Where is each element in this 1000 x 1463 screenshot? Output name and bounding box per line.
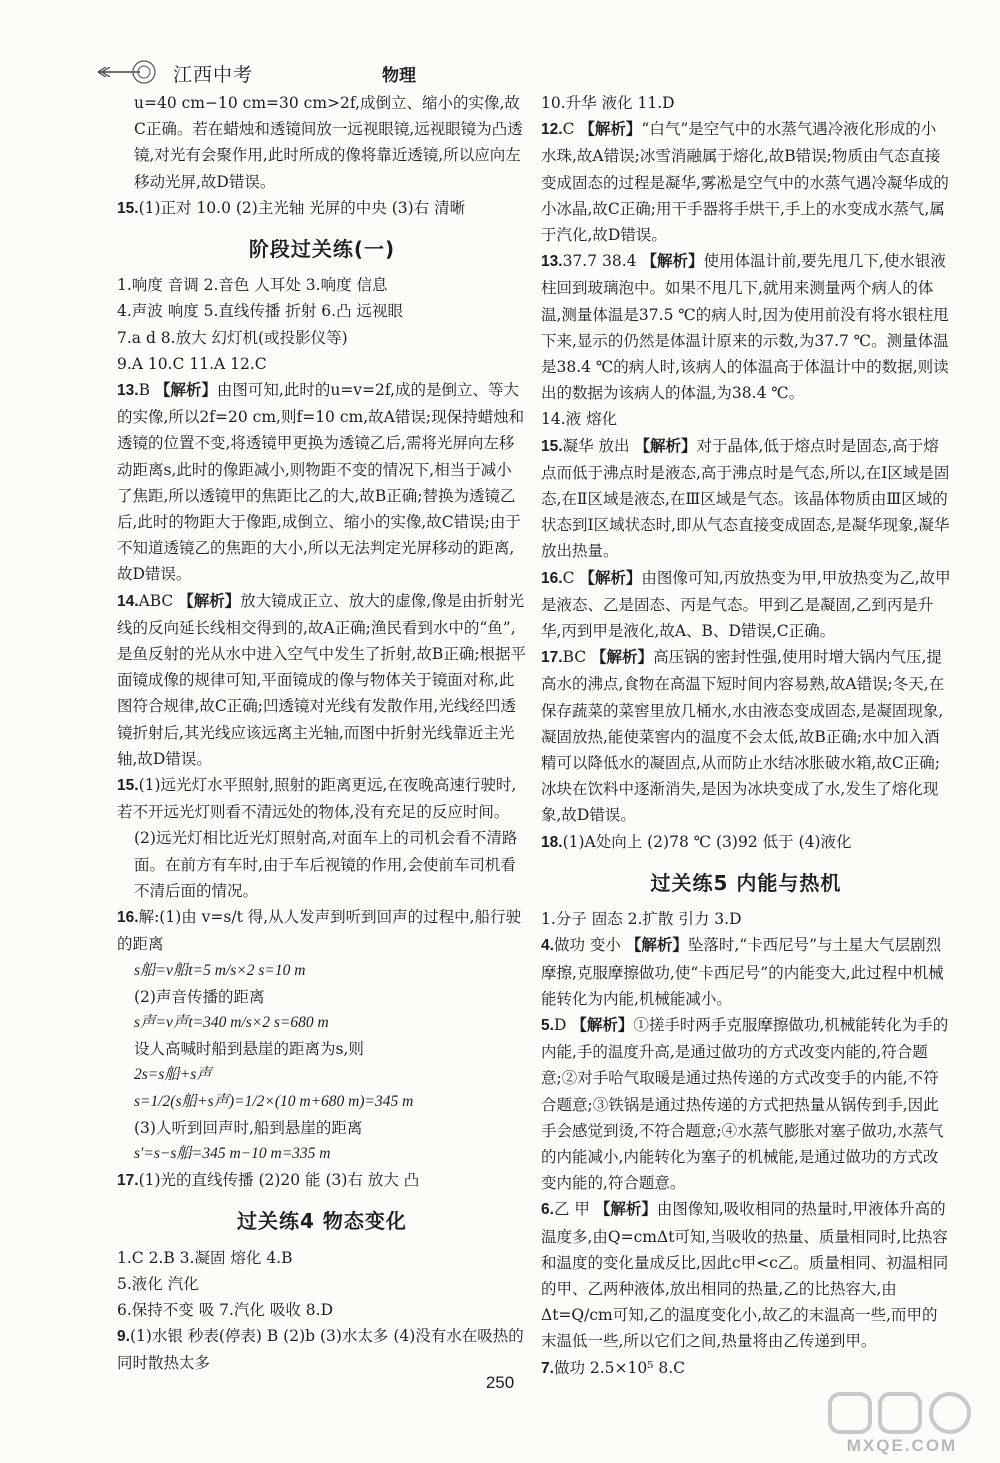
answer-line: 14.液 熔化 [541,410,618,429]
answer-4 [541,932,951,1012]
answer-17 [117,1167,527,1194]
analysis-text: 使用体温计前,要先甩几下,使水银液柱回到玻璃泡中。如果不甩几下,就用来测量两个病人的体温,测量体温是37.5 ℃的病人时,因为使用前没有将水银柱甩下来,显示的仍然是体温计原来的示数,为37.7 ℃。测量体温是38.4 ℃的病人时,该病人的体温高于体温计中的数据,则读出的数据为该病人的体温,为38.4 ℃。 [541,252,949,403]
answer-text: (1)正对 10.0 (2)主光轴 光屏的中央 (3)右 清晰 [138,198,466,217]
answer-choice: C [562,120,575,139]
answer-line: 7.a d 8.放大 幻灯机(或投影仪等) [117,328,348,347]
answer-16 [541,565,951,645]
question-number: 12. [541,121,563,139]
answer-13 [117,377,527,588]
answer-text: (3)人听到回声时,船到悬崖的距离 [134,1118,363,1137]
answer-text: (1)水银 秒表(停表) B (2)b (3)水太多 (4)没有水在吸热的同时散热太多 [117,1327,524,1373]
question-number: 9. [117,1328,130,1346]
analysis-text: 由图可知,此时的u=v=2f,成的是倒立、等大的实像,所以2f=20 cm,则f=10 cm,故A错误;现保持蜡烛和透镜的位置不变,将透镜甲更换为透镜乙后,需将光屏向左移动距离s,此时的像距减小,则物距不变的情况下,相当于减小了焦距,所以透镜甲的焦距比乙的大,故B正确;替换为透镜乙后,此时的物距大于像距,成倒立、缩小的实像,故C错误;由于不知道透镜乙的焦距的大小,所以无法判定光屏移动的距离,故D错误。 [117,381,525,584]
question-number: 15. [117,199,139,217]
answer-15b [117,772,527,825]
analysis-tag: 【解析】 [579,120,642,139]
answer-15 [117,195,527,222]
question-number: 15. [541,437,563,455]
answer-17 [541,644,951,828]
question-number: 14. [117,592,139,610]
formula-line: s船=v船t=5 m/s×2 s=10 m [134,961,306,979]
watermark-text: MXQE.COM [846,1436,958,1455]
question-number: 13. [117,382,139,400]
answer-line: 10.升华 液化 11.D [541,94,675,112]
answer-text: (2)声音传播的距离 [134,987,265,1006]
question-number: 17. [117,1172,139,1190]
answer-line: 4.声波 响度 5.直线传播 折射 6.凸 远视眼 [117,302,404,321]
answer-line: 5.液化 汽化 [117,1274,199,1293]
question-number: 18. [541,833,563,851]
formula-line: s声=v声t=340 m/s×2 s=680 m [134,1013,329,1031]
answer-line: 1.响度 音调 2.音色 人耳处 3.响度 信息 [117,276,388,295]
analysis-text: 放大镜成正立、放大的虚像,像是由折射光线的反向延长线相交得到的,故A正确;渔民看到水中的“鱼”,是鱼反射的光从水中进入空气中发生了折射,故B正确;根据平面镜成像的规律可知,平面镜成的像与物体关于镜面对称,此图符合规律,故C正确;凹透镜对光线有发散作用,光线经凹透镜折射后,其光线应该远离主光轴,而图中折射光线靠近主光轴,故D错误。 [117,591,527,768]
answer-9 [117,1323,527,1376]
formula-line: s=1/2(s船+s声)=1/2×(10 m+680 m)=345 m [134,1092,414,1110]
answer-circle-logo-icon [812,1388,992,1438]
answer-15 [541,433,951,565]
right-column [541,90,951,1382]
question-number: 4. [541,937,554,955]
analysis-text: 对于晶体,低于熔点时是固态,高于熔点而低于沸点时是液态,高于沸点时是气态,所以,在Ⅰ区域是固态,在Ⅱ区域是液态,在Ⅲ区域是气态。该晶体物质由Ⅲ区域的状态到Ⅰ区域状态时,即从气态直接变成固态,是凝华现象,凝华放出热量。 [541,436,950,561]
section-title: 阶段过关练(一) [248,237,396,262]
cont-answer: u=40 cm−10 cm=30 cm>2f,成倒立、缩小的实像,故C正确。若在蜡烛和透镜间放一远视眼镜,远视眼镜为凸透镜,对光有会聚作用,此时所成的像将靠近透镜,所以应向左移动光屏,故D错误。 [134,94,523,191]
answer-text: (1)光的直线传播 (2)20 能 (3)右 放大 凸 [138,1171,420,1190]
analysis-text: 由图像知,吸收相同的热量时,甲液体升高的温度多,由Q=cmΔt可知,当吸收的热量、质量相同时,比热容和温度的变化量成反比,因此c甲<c乙。质量相同、初温相同的甲、乙两种液体,放出相同的热量,乙的比热容大,由Δt=Q/cm可知,乙的温度变化小,故乙的末温高一些,而甲的末温低一些,所以它们之间,热量将由乙传递到甲。 [541,1200,949,1351]
page-number: 250 [485,1373,515,1392]
answer-choice: BC [562,648,587,667]
answer-text: 解:(1)由 v=s/t 得,从人发声到听到回声的过程中,船行驶的距离 [117,908,522,954]
answer-choice: C [562,568,575,587]
answer-choice: 37.7 38.4 [562,252,637,271]
answer-line: 1.分子 固态 2.扩散 引力 3.D [541,910,742,929]
answer-choice: B [138,381,150,400]
answer-16 [117,904,527,957]
analysis-text: ①搓手时两手克服摩擦做功,机械能转化为手的内能,手的温度升高,是通过做功的方式改变内能的,符合题意;②对手哈气取暖是通过热传递的方式改变手的内能,不符合题意;③铁锅是通过热传递的方式把热量从锅传到手,因此手会感觉到烫,不符合题意;④水蒸气膨胀对塞子做功,水蒸气的内能减小,内能转化为塞子的机械能,是通过做功的方式改变内能的,符合题意。 [541,1015,949,1193]
section-title: 过关练5 内能与热机 [650,870,842,895]
analysis-tag: 【解析】 [571,1015,634,1034]
page-header [0,0,1000,96]
analysis-tag: 【解析】 [579,568,642,587]
analysis-tag: 【解析】 [591,648,654,667]
formula-line: s′=s−s船=345 m−10 m=335 m [134,1144,331,1162]
analysis-text: 高压锅的密封性强,使用时增大锅内气压,提高水的沸点,食物在高温下短时间内容易熟,故A错误;冬天,在保存蔬菜的菜窖里放几桶水,水由液态变成固态,是凝固现象,凝固放热,能使菜窖内的温度不会太低,故B正确;水中加入酒精可以降低水的凝固点,从而防止水结冰胀破水箱,故C正确;冰块在饮料中逐渐消失,是因为冰块变成了水,发生了熔化现象,故D错误。 [541,648,945,825]
answer-text: 做功 2.5×10⁵ 8.C [553,1358,686,1377]
answer-choice: 乙 甲 [553,1200,590,1219]
arrow-ornament-icon [96,58,158,86]
section-title: 过关练4 物态变化 [237,1209,407,1234]
answer-choice: 做功 变小 [553,936,621,955]
answer-text: (1)远光灯水平照射,照射的距离更远,在夜晚高速行驶时,若不开远光灯则看不清远处的物体,没有充足的反应时间。 [117,776,517,822]
answer-14 [117,588,527,772]
question-number: 6. [541,1201,554,1219]
answer-text: (1)A处向上 (2)78 ℃ (3)92 低于 (4)液化 [562,832,852,851]
answer-line: 9.A 10.C 11.A 12.C [117,354,267,373]
question-number: 17. [541,649,563,667]
analysis-tag: 【解析】 [178,591,241,610]
answer-6 [541,1196,951,1354]
analysis-tag: 【解析】 [641,252,704,271]
question-number: 15. [117,777,139,795]
answer-18 [541,829,951,856]
answer-text: (2)远光灯相比近光灯照射高,对面车上的司机会看不清路面。在前方有车时,由于车后视镜的作用,会使前车司机看不清后面的情况。 [134,829,518,900]
series-title: 江西中考 [173,64,254,86]
question-number: 7. [541,1359,554,1377]
answer-line: 1.C 2.B 3.凝固 熔化 4.B [117,1248,293,1267]
answer-text: 设人高喊时船到悬崖的距离为s,则 [134,1040,364,1059]
analysis-tag: 【解析】 [625,936,688,955]
analysis-text: 由图像可知,丙放热变为甲,甲放热变为乙,故甲是液态、乙是固态、丙是气态。甲到乙是凝固,乙到丙是升华,丙到甲是液化,故A、B、D错误,C正确。 [541,568,951,641]
answer-5 [541,1012,951,1196]
analysis-text: “白气”是空气中的水蒸气遇冷液化形成的小水珠,故A错误;冰雪消融属于熔化,故B错误;物质由气态直接变成固态的过程是凝华,雾凇是空气中的水蒸气遇冷凝华成的小冰晶,故C正确;用干手器将手烘干,手上的水变成水蒸气,属于汽化,故D错误。 [541,120,949,245]
answer-line: 6.保持不变 吸 7.汽化 吸收 8.D [117,1300,334,1319]
subject-title: 物理 [382,66,416,86]
analysis-tag: 【解析】 [634,436,697,455]
left-column [117,90,527,1377]
analysis-tag: 【解析】 [154,381,217,400]
question-number: 16. [117,909,139,927]
answer-choice: 凝华 放出 [562,436,630,455]
answer-12 [541,116,951,248]
question-number: 16. [541,569,563,587]
watermark [812,1388,992,1458]
analysis-tag: 【解析】 [594,1200,657,1219]
formula-line: 2s=s船+s声 [134,1066,212,1084]
question-number: 5. [541,1016,554,1034]
answer-choice: ABC [138,591,174,610]
answer-13 [541,248,951,406]
question-number: 13. [541,253,563,271]
analysis-text: 坠落时,“卡西尼号”与土星大气层剧烈摩擦,克服摩擦做功,使“卡西尼号”的内能变大,此过程中机械能转化为内能,机械能减小。 [541,936,944,1008]
answer-choice: D [553,1015,567,1034]
